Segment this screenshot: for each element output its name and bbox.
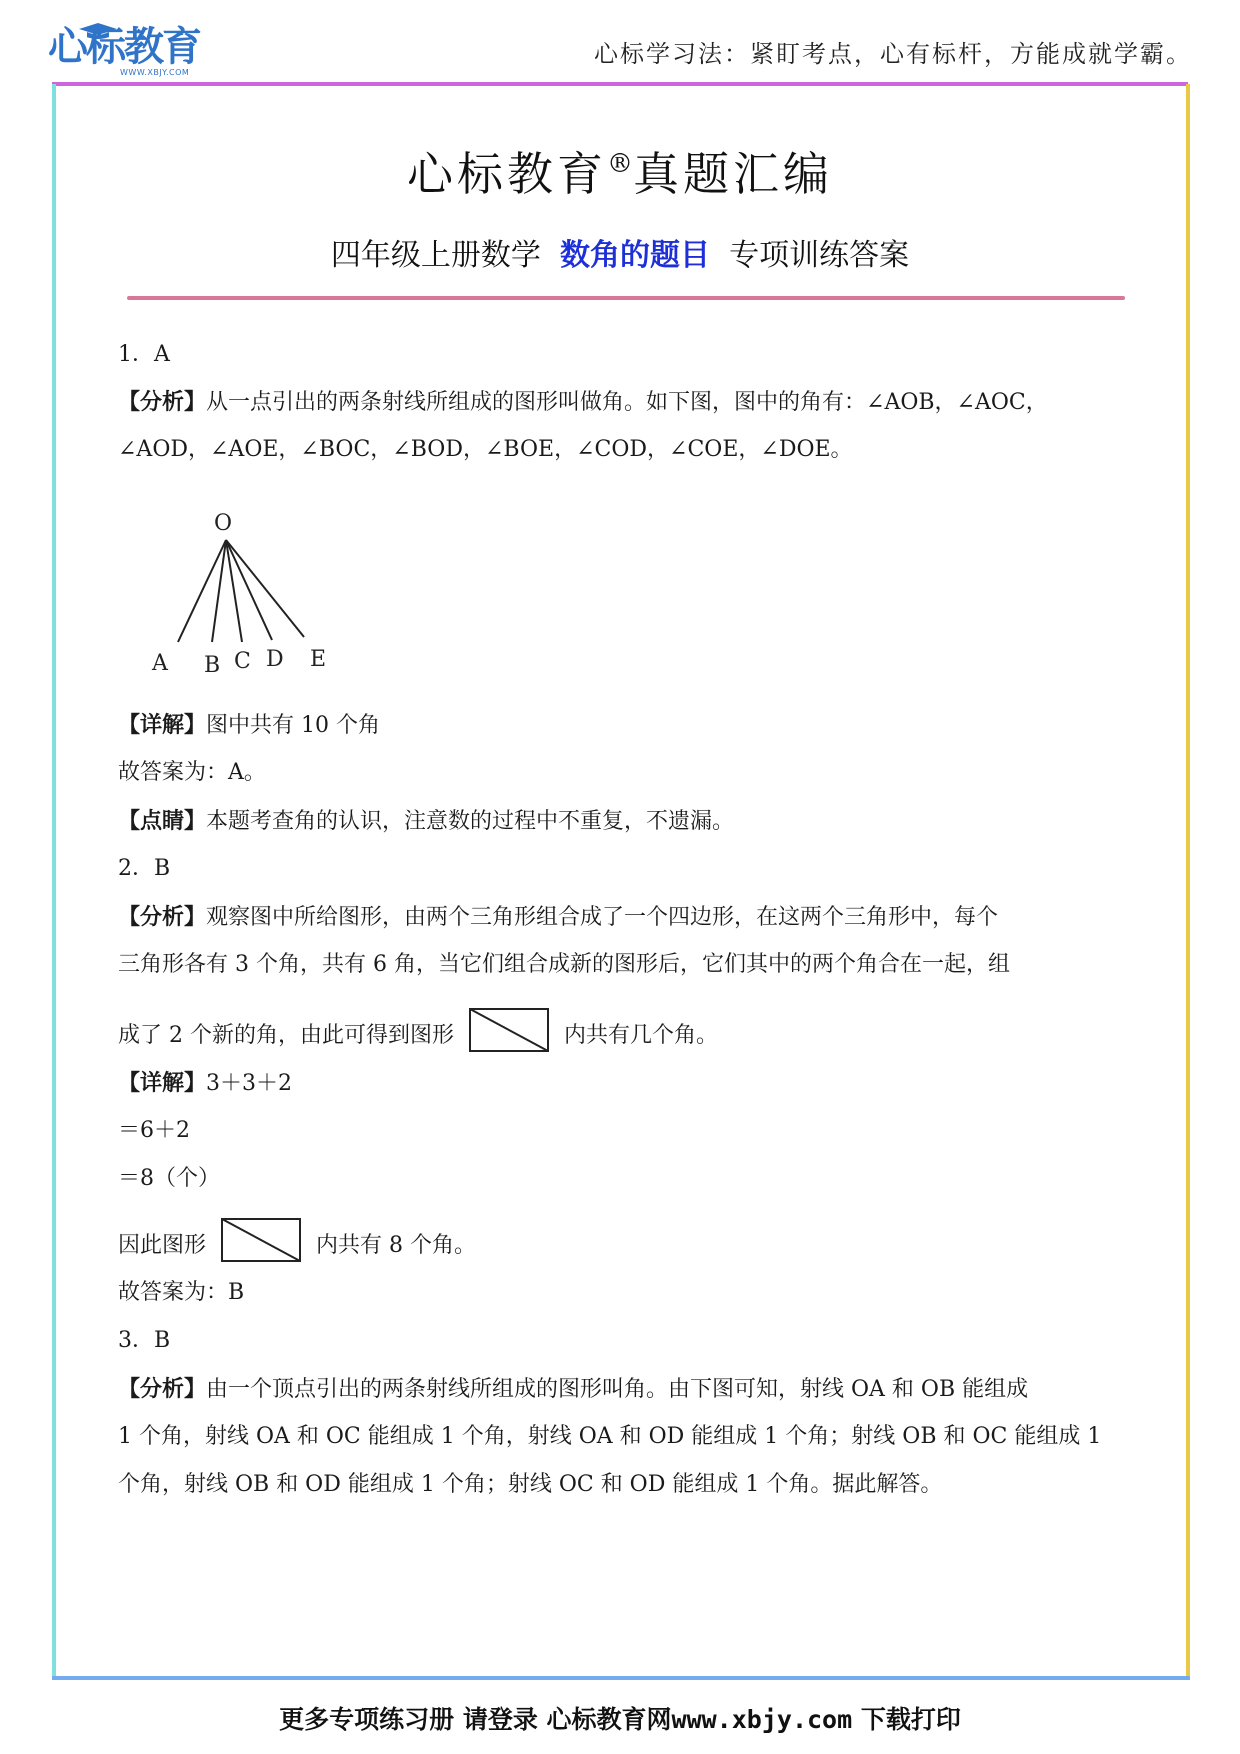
q2-number: 2．B: [118, 856, 171, 881]
logo-url: WWW.XBJY.COM: [120, 68, 190, 77]
registered-mark: ®: [607, 149, 633, 179]
angle-figure-oabcde: [140, 500, 360, 680]
rectangle-diagonal-figure: [469, 1008, 549, 1052]
label-o: O: [214, 511, 233, 536]
q1-number: 1．A: [118, 342, 170, 367]
frame-bottom-border: [52, 1676, 1190, 1680]
q2-answer: 故答案为：B: [118, 1280, 245, 1305]
q1-detail: 【详解】图中共有 10 个角: [118, 712, 380, 738]
topic-highlight: 数角的题目: [560, 238, 710, 273]
q2-detail: 【详解】3＋3＋2: [118, 1070, 293, 1096]
footer-url[interactable]: www.xbjy.com: [671, 1705, 853, 1734]
header-slogan: 心标学习法：紧盯考点，心有标杆，方能成就学霸。: [594, 40, 1192, 68]
label-c: C: [234, 649, 251, 674]
q2-conclusion: 因此图形 内共有 8 个角。: [118, 1230, 476, 1262]
frame-top-border: [52, 82, 1188, 86]
label-b: B: [204, 653, 221, 678]
label-e: E: [310, 647, 327, 672]
rectangle-diagonal-figure-2: [221, 1218, 301, 1262]
frame-right-border: [1186, 84, 1190, 1678]
page-subtitle: 四年级上册数学 数角的题目 专项训练答案: [330, 238, 910, 273]
q1-point: 【点睛】本题考查角的认识，注意数的过程中不重复，不遗漏。: [118, 808, 735, 834]
q1-answer: 故答案为：A。: [118, 760, 266, 785]
label-a: A: [152, 651, 168, 676]
q2-analysis-cont2: 成了 2 个新的角，由此可得到图形 内共有几个角。: [118, 1020, 718, 1052]
q3-number: 3．B: [118, 1328, 171, 1353]
q3-analysis-cont: 1 个角，射线 OA 和 OC 能组成 1 个角，射线 OA 和 OD 能组成 1 个角；射线 OB 和 OC 能组成 1: [118, 1424, 1102, 1449]
q3-analysis-cont2: 个角，射线 OB 和 OD 能组成 1 个角；射线 OC 和 OD 能组成 1 个角。据此解答。: [118, 1472, 943, 1497]
q2-analysis-cont: 三角形各有 3 个角，共有 6 角，当它们组合成新的图形后，它们其中的两个角合在一起，组: [118, 952, 1010, 977]
site-logo[interactable]: [48, 22, 223, 82]
q1-analysis: 【分析】从一点引出的两条射线所组成的图形叫做角。如下图，图中的角有：∠AOB，∠AOC，: [118, 389, 1048, 415]
label-d: D: [266, 647, 284, 672]
q2-analysis: 【分析】观察图中所给图形，由两个三角形组合成了一个四边形，在这两个三角形中，每个: [118, 904, 999, 930]
footer-download-link[interactable]: 更多专项练习册 请登录 心标教育网www.xbjy.com 下载打印: [279, 1705, 961, 1734]
q2-detail-step2: ＝6＋2: [118, 1118, 190, 1143]
logo-text: 心标教育: [48, 24, 200, 70]
page-title: 心标教育®真题汇编: [407, 147, 833, 201]
frame-left-border: [52, 84, 56, 1678]
title-divider: [127, 296, 1125, 300]
q3-analysis: 【分析】由一个顶点引出的两条射线所组成的图形叫角。由下图可知，射线 OA 和 OB 能组成: [118, 1376, 1029, 1402]
q1-analysis-cont: ∠AOD，∠AOE，∠BOC，∠BOD，∠BOE，∠COD，∠COE，∠DOE。: [118, 437, 853, 462]
q2-detail-step3: ＝8（个）: [118, 1166, 220, 1191]
